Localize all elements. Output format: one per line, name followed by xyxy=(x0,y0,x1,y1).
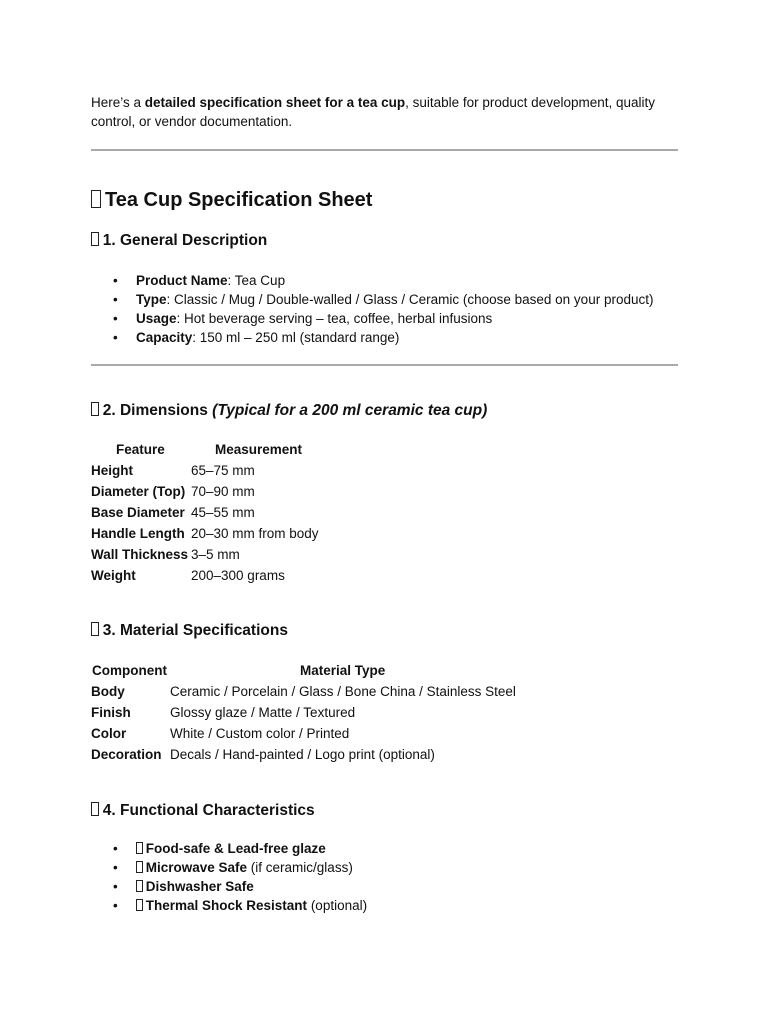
section-heading-functional: 4. Functional Characteristics xyxy=(91,800,315,822)
divider xyxy=(91,149,678,151)
list-item: • Capacity: 150 ml – 250 ml (standard range) xyxy=(91,328,653,347)
missing-glyph-icon xyxy=(91,232,99,246)
missing-glyph-icon xyxy=(136,899,143,911)
missing-glyph-icon xyxy=(91,802,99,816)
section-heading-materials: 3. Material Specifications xyxy=(91,620,288,642)
missing-glyph-icon xyxy=(136,842,143,854)
list-item: • Microwave Safe (if ceramic/glass) xyxy=(91,858,367,877)
functional-list xyxy=(91,839,367,915)
list-item: • Type: Classic / Mug / Double-walled / Glass / Ceramic (choose based on your product) xyxy=(91,290,653,309)
section-heading-dimensions: 2. Dimensions (Typical for a 200 ml ceramic tea cup) xyxy=(91,400,487,422)
missing-glyph-icon xyxy=(136,880,143,892)
intro-bold: detailed specification sheet for a tea cup xyxy=(144,95,406,110)
divider xyxy=(91,364,678,366)
missing-glyph-icon xyxy=(91,190,101,208)
document-page: Here’s a detailed specification sheet for a tea cup, suitable for product development, quality control, or vendor documentation. Tea Cup Specification Sheet 1. General Description • Product Name: Tea Cup • Type: Classic / Mug / Double-walled / Glass / Ceramic (choose based on your product) • Usage: Hot beverage serving – tea, coffee, herbal infusions • Capacity: 150 ml – 250 ml (standard range) 2. Dimensions (Typical for a 200 ml ceramic tea cup) Feature Measurement Height 65–75 mm Diameter (Top) 70–90 mm Base Diameter 45–55 mm Handle Length 20–30 mm from body Wall Thickness 3–5 mm Weight 200–300 grams 3. Material Specifications Component Material Type Body Ceramic / Porcelain / Glass / Bone China / Stainless Steel Finish Glossy glaze / Matte / Textured Color White / Custom color / Printed Decoration Decals / Hand-painted / Logo print (optional) 4. Functional Characteristics • Food-safe & Lead-free glaze • Microwave Safe (if ceramic/glass) • Dishwasher Safe • Thermal Shock Resistant (optional) xyxy=(0,0,768,1024)
missing-glyph-icon xyxy=(136,861,143,873)
list-item: • Dishwasher Safe xyxy=(91,877,367,896)
list-item: • Thermal Shock Resistant (optional) xyxy=(91,896,367,915)
list-item: • Product Name: Tea Cup xyxy=(91,271,653,290)
intro-prefix: Here’s a xyxy=(91,95,145,110)
title-text: Tea Cup Specification Sheet xyxy=(105,189,373,211)
general-description-list xyxy=(91,271,653,347)
document-title xyxy=(91,186,372,214)
intro-paragraph xyxy=(91,93,691,131)
list-item: • Food-safe & Lead-free glaze xyxy=(91,839,367,858)
section-heading-general: 1. General Description xyxy=(91,230,267,252)
missing-glyph-icon xyxy=(91,622,99,636)
list-item: • Usage: Hot beverage serving – tea, coffee, herbal infusions xyxy=(91,309,653,328)
intro-suffix: , suitable for product development, quality control, or vendor documentation. xyxy=(91,95,656,129)
missing-glyph-icon xyxy=(91,402,99,416)
